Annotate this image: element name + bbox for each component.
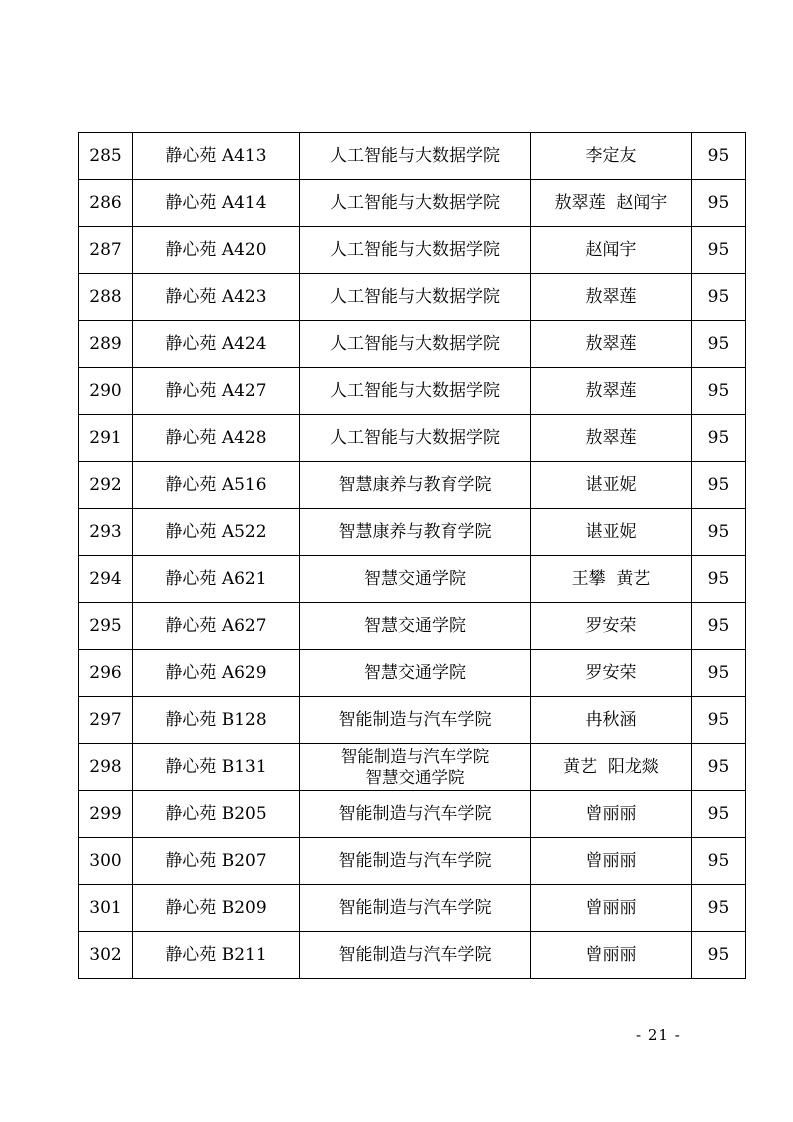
room-cell: 静心苑 B205 — [133, 791, 300, 838]
person-cell: 李定友 — [531, 133, 692, 180]
person-cell: 谌亚妮 — [531, 462, 692, 509]
college-cell: 人工智能与大数据学院 — [300, 321, 531, 368]
room-cell: 静心苑 B131 — [133, 744, 300, 791]
score-cell: 95 — [692, 932, 746, 979]
row-number-cell: 288 — [79, 274, 133, 321]
table-row — [79, 932, 746, 979]
row-number-cell: 291 — [79, 415, 133, 462]
college-cell: 智能制造与汽车学院 — [300, 697, 531, 744]
score-cell: 95 — [692, 838, 746, 885]
table-row — [79, 885, 746, 932]
person-cell: 敖翠莲 — [531, 368, 692, 415]
room-cell: 静心苑 B128 — [133, 697, 300, 744]
table-row — [79, 744, 746, 791]
score-cell: 95 — [692, 509, 746, 556]
person-cell: 曾丽丽 — [531, 838, 692, 885]
room-cell: 静心苑 A629 — [133, 650, 300, 697]
row-number-cell: 299 — [79, 791, 133, 838]
score-cell: 95 — [692, 744, 746, 791]
row-number-cell: 300 — [79, 838, 133, 885]
college-cell: 智慧康养与教育学院 — [300, 462, 531, 509]
score-cell: 95 — [692, 650, 746, 697]
college-cell: 智慧交通学院 — [300, 603, 531, 650]
room-cell: 静心苑 A414 — [133, 180, 300, 227]
room-cell: 静心苑 B211 — [133, 932, 300, 979]
college-line: 智能制造与汽车学院 — [340, 747, 490, 766]
table-row — [79, 227, 746, 274]
room-cell: 静心苑 A420 — [133, 227, 300, 274]
row-number-cell: 293 — [79, 509, 133, 556]
person-cell: 曾丽丽 — [531, 791, 692, 838]
college-cell: 智慧交通学院 — [300, 556, 531, 603]
table-body — [79, 133, 746, 979]
table-row — [79, 133, 746, 180]
room-cell: 静心苑 A413 — [133, 133, 300, 180]
college-cell: 人工智能与大数据学院 — [300, 274, 531, 321]
score-cell: 95 — [692, 556, 746, 603]
table-row — [79, 368, 746, 415]
person-cell: 黄艺 阳龙燚 — [531, 744, 692, 791]
page-number: - 21 - — [636, 1026, 681, 1044]
college-cell: 智能制造与汽车学院 — [300, 932, 531, 979]
table-row — [79, 274, 746, 321]
score-cell: 95 — [692, 791, 746, 838]
table-row — [79, 650, 746, 697]
person-cell: 冉秋涵 — [531, 697, 692, 744]
college-cell: 人工智能与大数据学院 — [300, 227, 531, 274]
row-number-cell: 301 — [79, 885, 133, 932]
score-cell: 95 — [692, 697, 746, 744]
person-cell: 罗安荣 — [531, 650, 692, 697]
person-cell: 敖翠莲 赵闻宇 — [531, 180, 692, 227]
row-number-cell: 292 — [79, 462, 133, 509]
dormitory-table — [78, 132, 746, 979]
person-cell: 曾丽丽 — [531, 932, 692, 979]
person-cell: 敖翠莲 — [531, 415, 692, 462]
college-cell: 人工智能与大数据学院 — [300, 415, 531, 462]
college-cell: 人工智能与大数据学院 — [300, 180, 531, 227]
row-number-cell: 297 — [79, 697, 133, 744]
person-cell: 王攀 黄艺 — [531, 556, 692, 603]
score-cell: 95 — [692, 885, 746, 932]
college-cell: 人工智能与大数据学院 — [300, 133, 531, 180]
table-row — [79, 321, 746, 368]
table-row — [79, 415, 746, 462]
table-row — [79, 603, 746, 650]
row-number-cell: 289 — [79, 321, 133, 368]
table-row — [79, 838, 746, 885]
row-number-cell: 296 — [79, 650, 133, 697]
person-cell: 曾丽丽 — [531, 885, 692, 932]
row-number-cell: 298 — [79, 744, 133, 791]
row-number-cell: 286 — [79, 180, 133, 227]
table-row — [79, 556, 746, 603]
room-cell: 静心苑 A627 — [133, 603, 300, 650]
row-number-cell: 287 — [79, 227, 133, 274]
person-cell: 罗安荣 — [531, 603, 692, 650]
college-line: 智慧交通学院 — [365, 768, 465, 787]
room-cell: 静心苑 A621 — [133, 556, 300, 603]
score-cell: 95 — [692, 180, 746, 227]
row-number-cell: 290 — [79, 368, 133, 415]
college-cell: 智能制造与汽车学院 — [300, 791, 531, 838]
table-row — [79, 509, 746, 556]
room-cell: 静心苑 B209 — [133, 885, 300, 932]
table-row — [79, 697, 746, 744]
score-cell: 95 — [692, 133, 746, 180]
room-cell: 静心苑 A516 — [133, 462, 300, 509]
person-cell: 谌亚妮 — [531, 509, 692, 556]
room-cell: 静心苑 A423 — [133, 274, 300, 321]
score-cell: 95 — [692, 227, 746, 274]
table-row — [79, 791, 746, 838]
person-cell: 赵闻宇 — [531, 227, 692, 274]
college-cell: 智能制造与汽车学院 — [300, 838, 531, 885]
score-cell: 95 — [692, 274, 746, 321]
score-cell: 95 — [692, 415, 746, 462]
row-number-cell: 295 — [79, 603, 133, 650]
row-number-cell: 302 — [79, 932, 133, 979]
table-row — [79, 180, 746, 227]
score-cell: 95 — [692, 321, 746, 368]
score-cell: 95 — [692, 603, 746, 650]
score-cell: 95 — [692, 368, 746, 415]
table-row — [79, 462, 746, 509]
college-cell: 智慧康养与教育学院 — [300, 509, 531, 556]
college-cell: 智慧交通学院 — [300, 650, 531, 697]
row-number-cell: 294 — [79, 556, 133, 603]
room-cell: 静心苑 A428 — [133, 415, 300, 462]
person-cell: 敖翠莲 — [531, 321, 692, 368]
room-cell: 静心苑 A427 — [133, 368, 300, 415]
room-cell: 静心苑 A424 — [133, 321, 300, 368]
score-cell: 95 — [692, 462, 746, 509]
row-number-cell: 285 — [79, 133, 133, 180]
room-cell: 静心苑 B207 — [133, 838, 300, 885]
college-cell: 智能制造与汽车学院 — [300, 885, 531, 932]
college-cell: 人工智能与大数据学院 — [300, 368, 531, 415]
college-cell — [300, 744, 531, 791]
room-cell: 静心苑 A522 — [133, 509, 300, 556]
person-cell: 敖翠莲 — [531, 274, 692, 321]
